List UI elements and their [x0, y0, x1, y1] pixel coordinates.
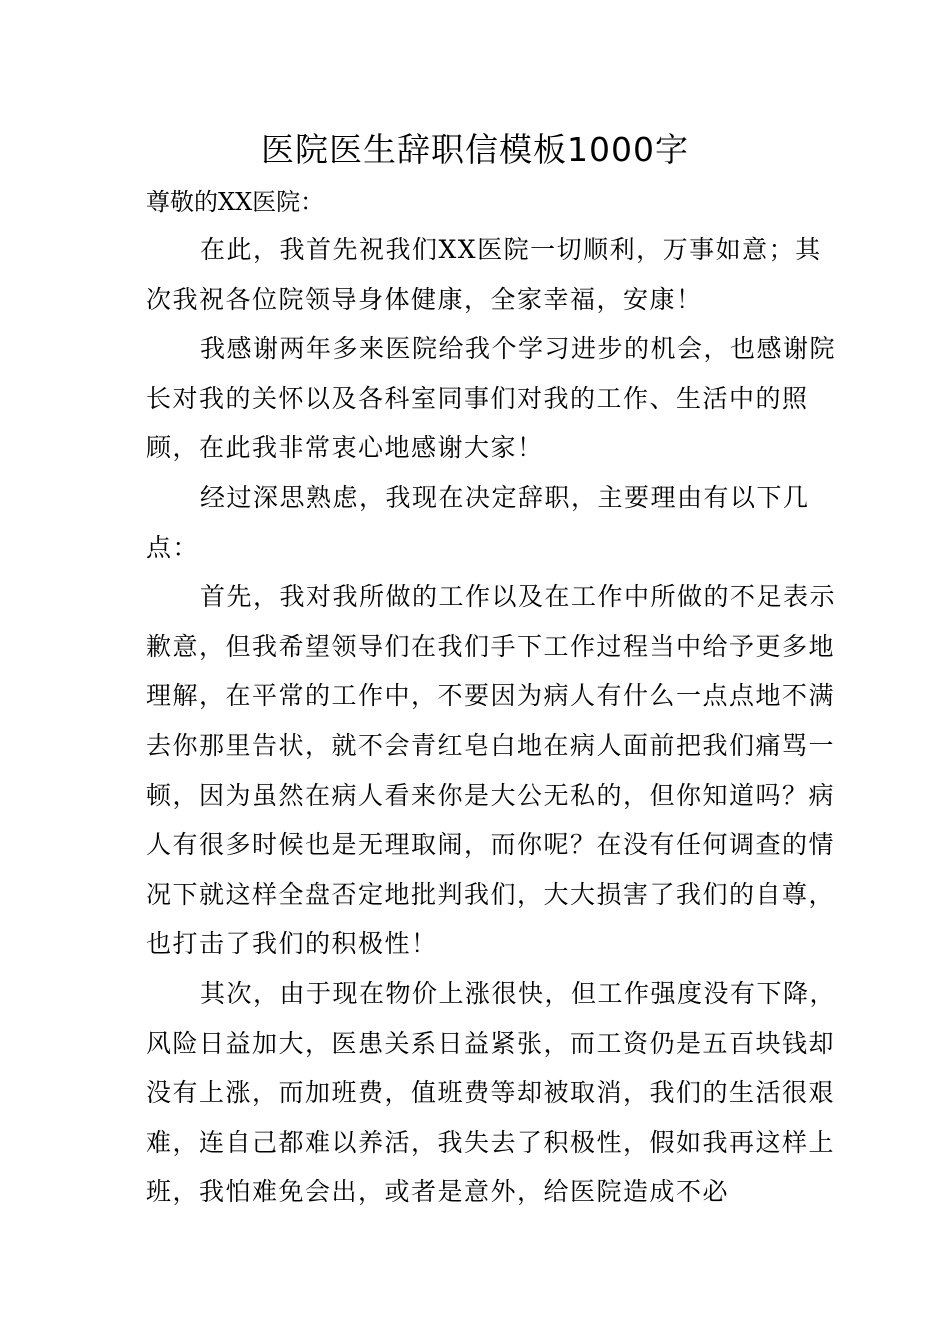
paragraph-reason-second: 其次，由于现在物价上涨很快，但工作强度没有下降，风险日益加大，医患关系日益紧张，而工资仍是五百块钱却没有上涨，而加班费，值班费等却被取消，我们的生活很艰难，连自己都难以养活，我失去了积极性，假如我再这样上班，我怕难免会出，或者是意外，给医院造成不必: [146, 978, 837, 1207]
paragraph-greeting: 在此，我首先祝我们XX医院一切顺利，万事如意；其次我祝各位院领导身体健康，全家幸福，安康！: [146, 235, 822, 314]
paragraph-reason-first: 首先，我对我所做的工作以及在工作中所做的不足表示歉意，但我希望领导们在我们手下工作过程当中给予更多地理解，在平常的工作中，不要因为病人有什么一点点地不满去你那里告状，就不会青红皂白地在病人面前把我们痛骂一顿，因为虽然在病人看来你是大公无私的，但你知道吗？病人有很多时候也是无理取闹，而你呢？在没有任何调查的情况下就这样全盘否定地批判我们，大大损害了我们的自尊，也打击了我们的积极性！: [146, 582, 837, 959]
paragraph-decision: 经过深思熟虑，我现在决定辞职，主要理由有以下几点：: [146, 482, 810, 562]
letter-body: [146, 225, 836, 1217]
salutation: 尊敬的XX医院：: [146, 188, 325, 216]
paragraph-thanks: 我感谢两年多来医院给我个学习进步的机会，也感谢院长对我的关怀以及各科室同事们对我的工作、生活中的照顾，在此我非常衷心地感谢大家！: [146, 334, 837, 463]
page-title: 医院医生辞职信模板1000字: [261, 130, 689, 169]
